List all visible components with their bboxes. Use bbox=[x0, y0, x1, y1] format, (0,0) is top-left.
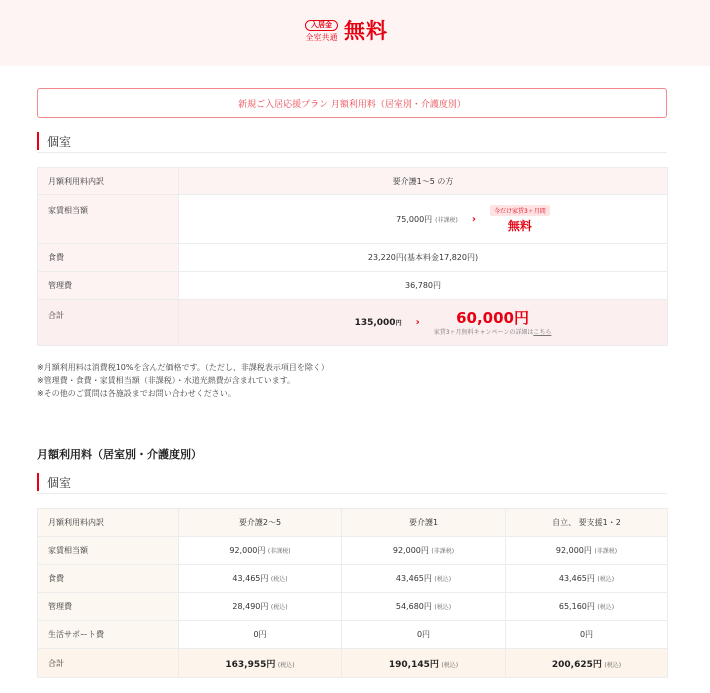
rent-cell bbox=[179, 195, 668, 244]
chevron-right-icon: › bbox=[471, 213, 476, 225]
monthly-fee-section-title: 月額利用料（居室別・介護度別） bbox=[37, 448, 202, 461]
chevron-right-icon: › bbox=[415, 317, 420, 328]
total-new-price: 60,000円 bbox=[456, 309, 529, 327]
campaign-note: 家賃3ヶ月無料キャンペーンの詳細はこちら bbox=[433, 329, 552, 336]
entrance-fee-free: 無料 bbox=[344, 19, 388, 43]
column-header: 月額利用料内訳 bbox=[38, 509, 179, 537]
table-row-total bbox=[38, 300, 668, 346]
row-label: 管理費 bbox=[38, 593, 179, 621]
cell: 190,145円 (税込) bbox=[342, 649, 506, 678]
heading-accent-bar bbox=[37, 473, 39, 491]
header-label: 月額利用料内訳 bbox=[38, 168, 179, 195]
promo-tag: 今だけ家賃3ヶ月間 bbox=[490, 205, 550, 216]
table-row-food bbox=[38, 244, 668, 272]
rent-tax-note: (非課税) bbox=[435, 216, 458, 224]
rent-promo bbox=[490, 205, 550, 234]
column-header: 自立、 要支援1・2 bbox=[506, 509, 668, 537]
entrance-fee-pill: 入居金 bbox=[305, 20, 338, 31]
header-value: 要介護1～5 の方 bbox=[179, 168, 668, 195]
section1-heading-text: 個室 bbox=[47, 135, 72, 149]
plan-fee-table bbox=[37, 167, 668, 346]
entrance-fee-labels bbox=[305, 20, 338, 43]
cell: 163,955円 (税込) bbox=[179, 649, 342, 678]
rent-label: 家賃相当額 bbox=[38, 195, 179, 244]
cell: 92,000円 (非課税) bbox=[506, 537, 668, 565]
cell: 0円 bbox=[342, 621, 506, 649]
table-row-management bbox=[38, 272, 668, 300]
entrance-fee-content bbox=[305, 19, 388, 43]
table-row-management bbox=[38, 593, 668, 621]
cell: 28,490円 (税込) bbox=[179, 593, 342, 621]
table-row-header bbox=[38, 509, 668, 537]
new-resident-plan-box bbox=[37, 88, 667, 118]
column-header: 要介護1 bbox=[342, 509, 506, 537]
management-value: 36,780円 bbox=[179, 272, 668, 300]
cell: 92,000円 (非課税) bbox=[179, 537, 342, 565]
rent-value: 75,000円 bbox=[396, 214, 433, 224]
note-line: ※月額利用料は消費税10%を含んだ価格です。（ただし、非課税表示項目を除く） bbox=[37, 363, 329, 372]
table-row-header bbox=[38, 168, 668, 195]
total-cell bbox=[179, 300, 668, 346]
promo-free-value: 無料 bbox=[507, 218, 532, 233]
row-label: 家賃相当額 bbox=[38, 537, 179, 565]
management-label: 管理費 bbox=[38, 272, 179, 300]
cell: 43,465円 (税込) bbox=[342, 565, 506, 593]
cell: 200,625円 (税込) bbox=[506, 649, 668, 678]
total-old-price: 135,000円 bbox=[354, 317, 402, 328]
cell: 43,465円 (税込) bbox=[179, 565, 342, 593]
total-new-price-block bbox=[434, 309, 552, 336]
table-row-life-support bbox=[38, 621, 668, 649]
row-label: 合計 bbox=[38, 649, 179, 678]
cell: 43,465円 (税込) bbox=[506, 565, 668, 593]
section2-heading-text: 個室 bbox=[47, 476, 72, 490]
food-label: 食費 bbox=[38, 244, 179, 272]
total-label: 合計 bbox=[38, 300, 179, 346]
cell: 54,680円 (税込) bbox=[342, 593, 506, 621]
plan-box-title: 新規ご入居応援プラン 月額利用料（居室別・介護度別） bbox=[238, 99, 466, 110]
row-label: 食費 bbox=[38, 565, 179, 593]
table-row-food bbox=[38, 565, 668, 593]
section1-heading bbox=[37, 131, 667, 153]
entrance-fee-banner bbox=[0, 0, 710, 66]
cell: 65,160円 (税込) bbox=[506, 593, 668, 621]
food-value: 23,220円(基本料金17,820円) bbox=[179, 244, 668, 272]
heading-accent-bar bbox=[37, 132, 39, 150]
monthly-fee-table bbox=[37, 508, 668, 678]
section2-heading bbox=[37, 472, 667, 494]
fee-notes bbox=[37, 361, 329, 400]
column-header: 要介護2～5 bbox=[179, 509, 342, 537]
campaign-details-link[interactable]: こちら bbox=[533, 329, 552, 336]
note-line: ※管理費・食費・家賃相当額（非課税）・水道光熱費が含まれています。 bbox=[37, 376, 296, 385]
cell: 92,000円 (非課税) bbox=[342, 537, 506, 565]
cell: 0円 bbox=[506, 621, 668, 649]
note-line: ※その他のご質問は各施設までお問い合わせください。 bbox=[37, 389, 236, 398]
cell: 0円 bbox=[179, 621, 342, 649]
table-row-rent bbox=[38, 195, 668, 244]
table-row-total bbox=[38, 649, 668, 678]
all-rooms-common-label: 全室共通 bbox=[305, 32, 338, 42]
table-row-rent bbox=[38, 537, 668, 565]
row-label: 生活サポート費 bbox=[38, 621, 179, 649]
